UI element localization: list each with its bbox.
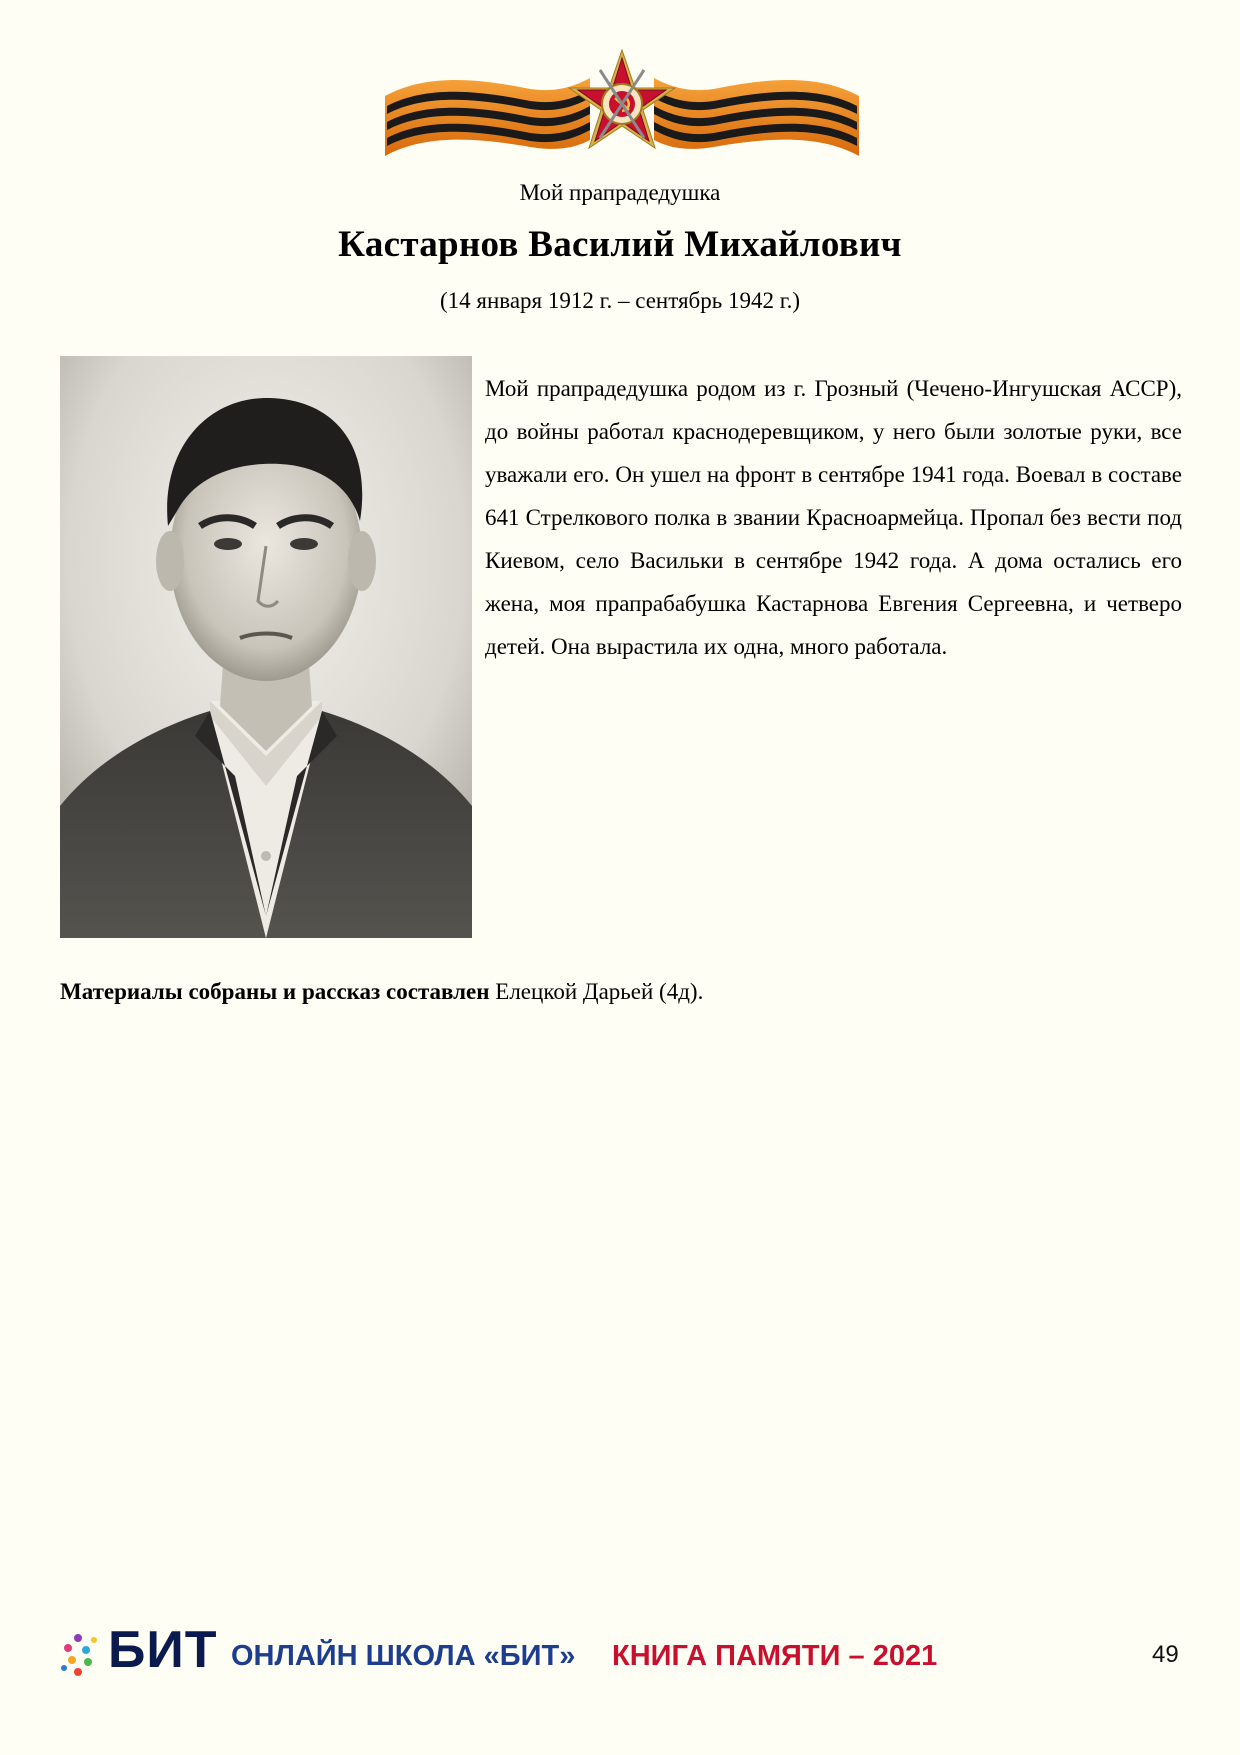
portrait-photo [60, 356, 472, 938]
biography-text: Мой прапрадедушка родом из г. Грозный (Чечено-Ингушская АССР), до войны работал краснодеревщиком, у него были золотые руки, все уважали его. Он ушел на фронт в сентябре 1941 года. Воевал в составе 641 Стрелкового полка в звании Красноармейца. Пропал без вести под Киевом, село Васильки в сентябре 1942 года. А дома остались его жена, моя прапрабабушка Кастарнова Евгения Сергеевна, и четверо детей. Она вырастила их одна, много работала. [485, 376, 1182, 659]
credit-line [60, 979, 703, 1005]
footer-school-name: ОНЛАЙН ШКОЛА «БИТ» [231, 1640, 576, 1672]
page-number: 49 [1152, 1641, 1179, 1668]
order-of-patriotic-war-ribbon-icon [385, 48, 859, 163]
footer-book-title: КНИГА ПАМЯТИ – 2021 [612, 1640, 938, 1672]
credit-author: Елецкой Дарьей (4д). [489, 979, 704, 1004]
person-name-title: Кастарнов Василий Михайлович [338, 224, 902, 265]
subtitle: Мой прапрадедушка [519, 180, 721, 205]
credit-label: Материалы собраны и рассказ составлен [60, 979, 490, 1004]
bit-logo-text: БИТ [108, 1621, 218, 1679]
life-dates: (14 января 1912 г. – сентябрь 1942 г.) [439, 288, 800, 313]
